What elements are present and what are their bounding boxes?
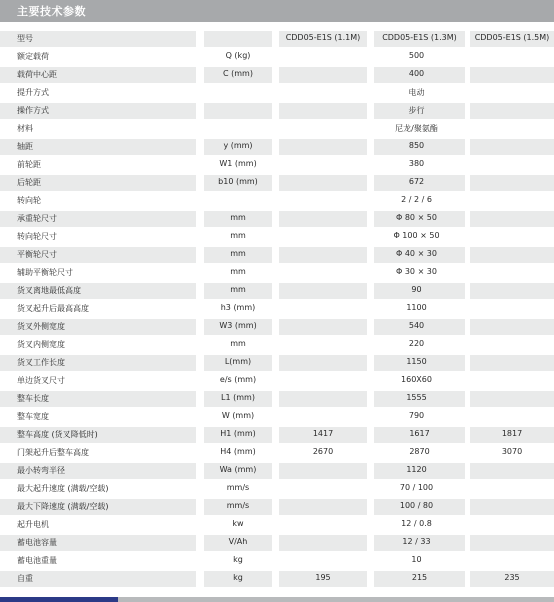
model-name: CDD05-E1S (1.1M) [285, 33, 361, 42]
param-unit: h3 (mm) [220, 303, 256, 312]
table-row [0, 299, 554, 317]
param-value: Φ 30 × 30 [396, 267, 437, 276]
table-row [0, 137, 554, 155]
model-name: CDD05-E1S (1.5M) [474, 33, 550, 42]
param-label: 货叉离地最低高度 [17, 286, 81, 295]
table-row [0, 551, 554, 569]
param-unit: e/s (mm) [219, 375, 257, 384]
spec-table [0, 29, 554, 587]
param-unit: mm [230, 339, 246, 348]
param-label: 单边货叉尺寸 [17, 376, 65, 385]
param-unit: mm [230, 249, 246, 258]
table-row [0, 47, 554, 65]
param-value: Φ 40 × 30 [396, 249, 437, 258]
param-unit: C (mm) [223, 69, 253, 78]
param-value: 1817 [501, 429, 523, 438]
param-value: 235 [504, 573, 520, 582]
param-label: 提升方式 [17, 88, 49, 97]
param-label: 前轮距 [17, 160, 41, 169]
table-row [0, 191, 554, 209]
param-unit: b10 (mm) [218, 177, 258, 186]
table-row [0, 461, 554, 479]
param-unit: kg [233, 573, 243, 582]
param-value: 195 [315, 573, 331, 582]
param-unit: y (mm) [223, 141, 253, 150]
param-value: 尼龙/聚氨酯 [395, 124, 438, 133]
table-row [0, 335, 554, 353]
table-row [0, 389, 554, 407]
param-unit: W (mm) [221, 411, 255, 420]
table-row [0, 83, 554, 101]
param-unit: Q (kg) [225, 51, 251, 60]
table-row [0, 353, 554, 371]
table-row [0, 479, 554, 497]
param-unit: kg [233, 555, 243, 564]
param-value: 850 [408, 141, 425, 150]
param-value: 70 / 100 [399, 483, 434, 492]
table-row [0, 515, 554, 533]
model-header-label: 型号 [17, 34, 33, 43]
section-header [0, 0, 554, 22]
param-label: 整车高度 (货叉降低时) [17, 430, 98, 439]
table-row [0, 245, 554, 263]
param-value: 500 [408, 51, 425, 60]
param-value: 1150 [406, 357, 427, 366]
table-row [0, 101, 554, 119]
param-value: 90 [411, 285, 422, 294]
param-value: 电动 [408, 88, 425, 97]
param-value: 10 [411, 555, 422, 564]
table-row [0, 263, 554, 281]
param-unit: mm/s [226, 483, 250, 492]
param-label: 操作方式 [17, 106, 49, 115]
param-value: 672 [408, 177, 425, 186]
table-row [0, 119, 554, 137]
param-label: 蓄电池重量 [17, 556, 57, 565]
param-value: 215 [411, 573, 428, 582]
param-label: 平衡轮尺寸 [17, 250, 57, 259]
param-value: 380 [408, 159, 425, 168]
table-row [0, 407, 554, 425]
section-title: 主要技术参数 [17, 5, 86, 18]
param-value: 2 / 2 / 6 [401, 195, 432, 204]
param-label: 材料 [17, 124, 33, 133]
param-unit: mm [230, 231, 246, 240]
table-row [0, 209, 554, 227]
param-label: 门架起升后整车高度 [17, 448, 89, 457]
param-value: 1617 [409, 429, 430, 438]
param-label: 额定载荷 [17, 52, 49, 61]
table-row [0, 371, 554, 389]
param-label: 承重轮尺寸 [17, 214, 57, 223]
param-label: 最大起升速度 (满载/空载) [17, 484, 109, 493]
param-label: 货叉外侧宽度 [17, 322, 65, 331]
param-unit: H1 (mm) [220, 429, 256, 438]
param-label: 整车宽度 [17, 412, 49, 421]
param-value: 1120 [406, 465, 427, 474]
table-row [0, 173, 554, 191]
param-label: 轴距 [17, 142, 33, 151]
param-label: 后轮距 [17, 178, 41, 187]
param-unit: H4 (mm) [220, 447, 256, 456]
param-unit: W1 (mm) [219, 159, 257, 168]
param-value: 1555 [406, 393, 427, 402]
param-value: 540 [408, 321, 425, 330]
param-label: 最大下降速度 (满载/空载) [17, 502, 109, 511]
param-value: 790 [408, 411, 425, 420]
param-unit: mm [230, 285, 246, 294]
param-label: 蓄电池容量 [17, 538, 57, 547]
param-label: 货叉内侧宽度 [17, 340, 65, 349]
table-row [0, 443, 554, 461]
param-label: 货叉起升后最高高度 [17, 304, 89, 313]
param-label: 最小转弯半径 [17, 466, 65, 475]
param-unit: Wa (mm) [219, 465, 257, 474]
param-value: Φ 100 × 50 [393, 231, 440, 240]
footer-bar [0, 597, 554, 602]
table-row [0, 497, 554, 515]
table-row [0, 227, 554, 245]
param-value: 3070 [501, 447, 523, 456]
param-label: 辅助平衡轮尺寸 [17, 268, 73, 277]
param-value: 12 / 33 [402, 537, 431, 546]
model-name: CDD05-E1S (1.3M) [382, 33, 457, 42]
param-value: 步行 [408, 106, 425, 115]
param-unit: L1 (mm) [221, 393, 255, 402]
table-row [0, 65, 554, 83]
param-value: 400 [408, 69, 425, 78]
param-unit: mm [230, 267, 246, 276]
param-label: 载荷中心距 [17, 70, 57, 79]
param-label: 货叉工作长度 [17, 358, 65, 367]
param-value: 220 [408, 339, 425, 348]
param-value: 1417 [312, 429, 334, 438]
model-header-row [0, 29, 554, 47]
param-value: 2870 [409, 447, 430, 456]
param-label: 起升电机 [17, 520, 49, 529]
param-value: 100 / 80 [399, 501, 434, 510]
param-value: Φ 80 × 50 [396, 213, 437, 222]
param-unit: L(mm) [224, 357, 252, 366]
param-value: 1100 [406, 303, 427, 312]
param-value: 2670 [312, 447, 334, 456]
param-unit: W3 (mm) [219, 321, 257, 330]
param-unit: V/Ah [228, 537, 248, 546]
table-row [0, 155, 554, 173]
param-unit: mm/s [226, 501, 250, 510]
param-value: 160X60 [401, 375, 432, 384]
param-unit: kw [232, 519, 244, 528]
param-label: 转向轮尺寸 [17, 232, 57, 241]
table-row [0, 317, 554, 335]
footer-accent [0, 597, 118, 602]
table-row [0, 569, 554, 587]
param-label: 转向轮 [17, 196, 41, 205]
table-row [0, 281, 554, 299]
table-row [0, 425, 554, 443]
table-row [0, 533, 554, 551]
param-unit: mm [230, 213, 246, 222]
param-label: 整车长度 [17, 394, 49, 403]
param-label: 自重 [17, 574, 33, 583]
param-value: 12 / 0.8 [401, 519, 432, 528]
